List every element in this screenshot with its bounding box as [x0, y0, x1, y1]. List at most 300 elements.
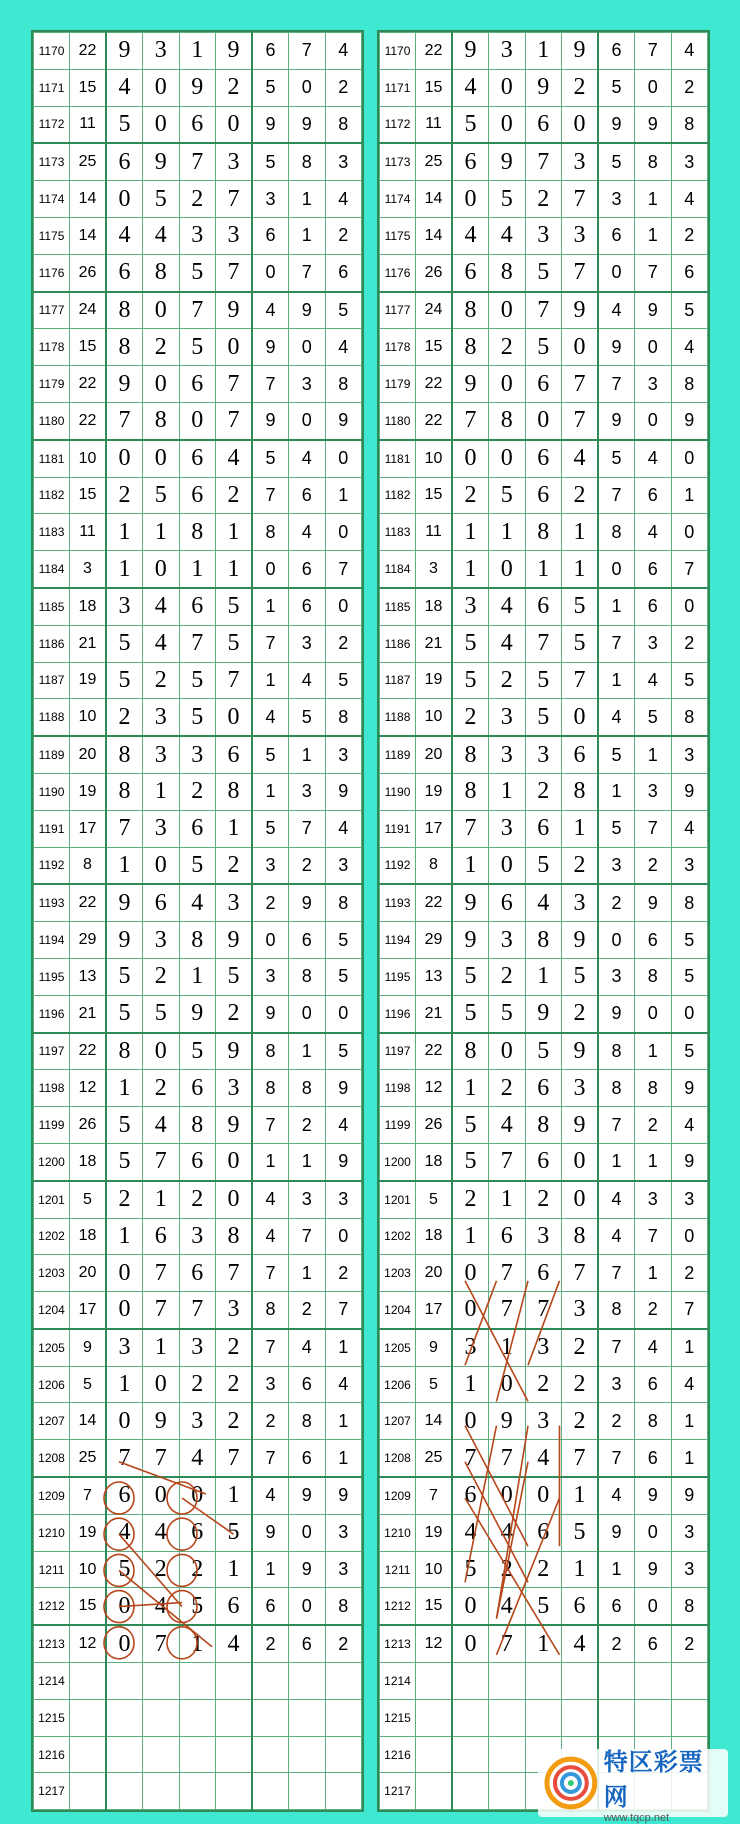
issue-number: 1215	[34, 1699, 70, 1736]
main-digit	[179, 1773, 216, 1810]
table-row	[34, 736, 362, 773]
sum-value: 13	[416, 958, 453, 995]
extra-digit: 8	[598, 1292, 635, 1329]
sum-value: 18	[416, 1143, 453, 1180]
main-digit: 5	[525, 254, 562, 291]
extra-digit: 3	[289, 366, 326, 403]
main-digit: 5	[452, 625, 489, 662]
extra-digit: 0	[252, 922, 289, 959]
issue-number: 1174	[380, 181, 416, 218]
main-digit: 7	[216, 1440, 253, 1477]
issue-number: 1192	[34, 847, 70, 884]
extra-digit: 0	[289, 69, 326, 106]
extra-digit: 2	[671, 625, 708, 662]
main-digit: 5	[525, 847, 562, 884]
extra-digit: 3	[635, 366, 672, 403]
main-digit: 1	[179, 33, 216, 70]
main-digit: 1	[106, 1366, 143, 1403]
issue-number: 1187	[380, 662, 416, 699]
extra-digit: 1	[252, 1551, 289, 1588]
main-digit: 2	[562, 477, 599, 514]
extra-digit: 7	[252, 1107, 289, 1144]
main-digit: 7	[525, 143, 562, 180]
table-row	[34, 773, 362, 810]
left-table-panel	[31, 30, 364, 1812]
main-digit: 0	[216, 1181, 253, 1218]
main-digit: 8	[525, 514, 562, 551]
extra-digit: 7	[289, 810, 326, 847]
main-digit	[143, 1663, 180, 1700]
extra-digit: 8	[325, 1588, 362, 1625]
main-digit: 2	[216, 995, 253, 1032]
table-row	[380, 1403, 708, 1440]
extra-digit: 4	[325, 329, 362, 366]
issue-number: 1174	[34, 181, 70, 218]
main-digit: 8	[106, 292, 143, 329]
main-digit: 2	[179, 1366, 216, 1403]
sum-value: 22	[70, 1033, 107, 1070]
main-digit: 5	[452, 958, 489, 995]
main-digit: 5	[452, 106, 489, 143]
extra-digit: 7	[598, 477, 635, 514]
main-digit: 8	[489, 254, 526, 291]
extra-digit: 9	[598, 995, 635, 1032]
extra-digit: 5	[252, 810, 289, 847]
sum-value: 17	[416, 810, 453, 847]
sum-value: 24	[70, 292, 107, 329]
main-digit: 0	[143, 847, 180, 884]
main-digit	[525, 1699, 562, 1736]
main-digit: 3	[143, 922, 180, 959]
sum-value	[70, 1773, 107, 1810]
extra-digit: 7	[252, 1329, 289, 1366]
sum-value: 18	[70, 588, 107, 625]
table-row	[380, 1181, 708, 1218]
issue-number: 1210	[34, 1514, 70, 1551]
extra-digit: 0	[671, 588, 708, 625]
main-digit: 8	[562, 773, 599, 810]
issue-number: 1216	[380, 1736, 416, 1773]
main-digit: 6	[525, 1514, 562, 1551]
extra-digit: 3	[252, 847, 289, 884]
table-row	[34, 588, 362, 625]
extra-digit: 8	[635, 1403, 672, 1440]
extra-digit: 9	[598, 329, 635, 366]
issue-number: 1181	[34, 440, 70, 477]
issue-number: 1206	[380, 1366, 416, 1403]
main-digit: 7	[489, 1255, 526, 1292]
extra-digit: 5	[635, 699, 672, 736]
main-digit: 3	[525, 736, 562, 773]
issue-number: 1209	[380, 1477, 416, 1514]
sum-value: 10	[416, 440, 453, 477]
main-digit: 2	[143, 1070, 180, 1107]
extra-digit: 9	[289, 292, 326, 329]
main-digit: 0	[143, 1033, 180, 1070]
extra-digit: 5	[671, 662, 708, 699]
main-digit: 2	[179, 773, 216, 810]
sum-value: 17	[70, 1292, 107, 1329]
table-row	[34, 1107, 362, 1144]
logo-url: www.tqcp.net	[603, 1812, 670, 1824]
main-digit: 8	[179, 922, 216, 959]
main-digit: 3	[452, 588, 489, 625]
main-digit: 0	[489, 106, 526, 143]
main-digit: 8	[143, 402, 180, 439]
main-digit: 5	[106, 1143, 143, 1180]
extra-digit: 6	[635, 1440, 672, 1477]
sum-value: 15	[416, 1588, 453, 1625]
main-digit: 1	[106, 1218, 143, 1255]
sum-value: 15	[416, 477, 453, 514]
main-digit: 3	[179, 1329, 216, 1366]
sum-value: 5	[416, 1366, 453, 1403]
extra-digit: 9	[671, 1070, 708, 1107]
sum-value: 14	[70, 1403, 107, 1440]
extra-digit: 0	[598, 922, 635, 959]
main-digit: 9	[106, 922, 143, 959]
main-digit: 0	[489, 847, 526, 884]
logo-title: 特区彩票网	[603, 1749, 704, 1811]
issue-number: 1200	[380, 1143, 416, 1180]
sum-value: 21	[70, 625, 107, 662]
main-digit: 4	[489, 1514, 526, 1551]
extra-digit: 8	[671, 1588, 708, 1625]
main-digit: 0	[452, 181, 489, 218]
extra-digit: 4	[671, 810, 708, 847]
extra-digit: 8	[671, 699, 708, 736]
main-digit: 5	[179, 254, 216, 291]
main-digit: 9	[216, 292, 253, 329]
main-digit: 7	[216, 254, 253, 291]
main-digit: 2	[489, 958, 526, 995]
main-digit: 8	[216, 1218, 253, 1255]
sum-value: 10	[70, 440, 107, 477]
extra-digit: 5	[671, 958, 708, 995]
main-digit: 0	[489, 1033, 526, 1070]
extra-digit: 4	[671, 181, 708, 218]
extra-digit: 4	[252, 699, 289, 736]
extra-digit: 2	[598, 1403, 635, 1440]
extra-digit: 9	[671, 1143, 708, 1180]
extra-digit: 1	[289, 1143, 326, 1180]
extra-digit: 6	[289, 1625, 326, 1662]
main-digit: 0	[489, 69, 526, 106]
table-row	[380, 366, 708, 403]
table-row	[34, 1070, 362, 1107]
extra-digit: 0	[671, 514, 708, 551]
extra-digit: 2	[635, 847, 672, 884]
main-digit: 6	[525, 477, 562, 514]
main-digit: 8	[106, 329, 143, 366]
sum-value: 22	[70, 402, 107, 439]
extra-digit: 3	[598, 1366, 635, 1403]
sum-value: 14	[70, 181, 107, 218]
main-digit: 9	[452, 922, 489, 959]
issue-number: 1201	[34, 1181, 70, 1218]
table-row	[34, 514, 362, 551]
extra-digit	[289, 1699, 326, 1736]
main-digit: 5	[562, 588, 599, 625]
main-digit: 1	[143, 773, 180, 810]
extra-digit: 3	[598, 181, 635, 218]
main-digit: 6	[452, 254, 489, 291]
main-digit: 8	[106, 773, 143, 810]
issue-number: 1207	[380, 1403, 416, 1440]
main-digit: 2	[562, 1366, 599, 1403]
right-number-table	[379, 32, 708, 1810]
main-digit: 0	[489, 366, 526, 403]
extra-digit: 2	[325, 625, 362, 662]
table-row	[34, 662, 362, 699]
main-digit: 7	[143, 1143, 180, 1180]
extra-digit: 6	[289, 1440, 326, 1477]
extra-digit: 2	[598, 884, 635, 921]
main-digit: 2	[562, 1403, 599, 1440]
issue-number: 1211	[380, 1551, 416, 1588]
extra-digit: 8	[252, 1292, 289, 1329]
extra-digit: 9	[252, 106, 289, 143]
issue-number: 1182	[34, 477, 70, 514]
extra-digit: 1	[325, 1440, 362, 1477]
main-digit: 1	[489, 773, 526, 810]
main-digit: 8	[179, 1107, 216, 1144]
main-digit: 4	[106, 217, 143, 254]
main-digit: 5	[106, 1107, 143, 1144]
extra-digit: 7	[252, 366, 289, 403]
main-digit: 0	[143, 292, 180, 329]
main-digit: 0	[525, 1477, 562, 1514]
extra-digit: 7	[671, 551, 708, 588]
main-digit: 3	[525, 1329, 562, 1366]
extra-digit: 4	[635, 662, 672, 699]
main-digit	[179, 1736, 216, 1773]
main-digit: 1	[179, 551, 216, 588]
extra-digit: 6	[289, 588, 326, 625]
main-digit: 7	[562, 181, 599, 218]
sum-value: 29	[70, 922, 107, 959]
extra-digit: 0	[289, 329, 326, 366]
issue-number: 1215	[380, 1699, 416, 1736]
table-row	[34, 625, 362, 662]
main-digit: 0	[562, 1181, 599, 1218]
issue-number: 1198	[380, 1070, 416, 1107]
extra-digit: 4	[325, 1366, 362, 1403]
extra-digit: 1	[289, 1033, 326, 1070]
main-digit: 1	[106, 847, 143, 884]
issue-number: 1192	[380, 847, 416, 884]
issue-number: 1212	[34, 1588, 70, 1625]
extra-digit: 6	[635, 922, 672, 959]
issue-number: 1212	[380, 1588, 416, 1625]
main-digit: 5	[525, 1033, 562, 1070]
main-digit: 7	[179, 143, 216, 180]
table-row	[380, 958, 708, 995]
sum-value: 22	[416, 366, 453, 403]
extra-digit: 9	[289, 1477, 326, 1514]
main-digit: 8	[143, 254, 180, 291]
main-digit: 0	[143, 1477, 180, 1514]
extra-digit: 3	[598, 847, 635, 884]
sum-value: 26	[70, 254, 107, 291]
main-digit: 1	[106, 551, 143, 588]
issue-number: 1180	[34, 402, 70, 439]
main-digit: 2	[179, 1181, 216, 1218]
main-digit: 2	[179, 181, 216, 218]
main-digit: 0	[452, 1588, 489, 1625]
sum-value	[416, 1699, 453, 1736]
sum-value: 25	[70, 1440, 107, 1477]
issue-number: 1201	[380, 1181, 416, 1218]
main-digit	[216, 1663, 253, 1700]
issue-number: 1188	[380, 699, 416, 736]
extra-digit	[325, 1773, 362, 1810]
table-row	[380, 1625, 708, 1662]
main-digit: 0	[489, 1477, 526, 1514]
main-digit: 6	[179, 440, 216, 477]
main-digit: 6	[525, 588, 562, 625]
issue-number: 1197	[380, 1033, 416, 1070]
extra-digit: 8	[598, 514, 635, 551]
main-digit: 9	[562, 1107, 599, 1144]
extra-digit: 8	[289, 958, 326, 995]
extra-digit	[671, 1699, 708, 1736]
table-row	[380, 181, 708, 218]
extra-digit: 1	[252, 773, 289, 810]
extra-digit: 8	[671, 366, 708, 403]
main-digit: 5	[106, 662, 143, 699]
extra-digit: 2	[325, 217, 362, 254]
main-digit: 4	[525, 1440, 562, 1477]
main-digit: 9	[106, 366, 143, 403]
extra-digit: 6	[252, 217, 289, 254]
main-digit	[143, 1736, 180, 1773]
extra-digit: 9	[289, 1551, 326, 1588]
main-digit: 7	[562, 402, 599, 439]
table-row	[380, 106, 708, 143]
extra-digit: 1	[635, 1255, 672, 1292]
main-digit: 1	[216, 1551, 253, 1588]
table-row	[34, 1477, 362, 1514]
extra-digit: 0	[635, 402, 672, 439]
main-digit: 7	[525, 625, 562, 662]
table-row	[34, 958, 362, 995]
table-row	[380, 810, 708, 847]
table-row	[380, 1366, 708, 1403]
main-digit: 4	[489, 588, 526, 625]
extra-digit: 9	[252, 402, 289, 439]
extra-digit: 1	[252, 662, 289, 699]
main-digit: 4	[106, 1514, 143, 1551]
main-digit: 4	[143, 1107, 180, 1144]
main-digit: 1	[179, 958, 216, 995]
issue-number: 1188	[34, 699, 70, 736]
main-digit: 4	[179, 1440, 216, 1477]
main-digit: 1	[143, 1329, 180, 1366]
extra-digit: 4	[289, 440, 326, 477]
main-digit: 5	[216, 625, 253, 662]
extra-digit: 7	[598, 1440, 635, 1477]
issue-number: 1175	[380, 217, 416, 254]
issue-number: 1204	[380, 1292, 416, 1329]
extra-digit: 4	[289, 514, 326, 551]
issue-number: 1203	[380, 1255, 416, 1292]
main-digit: 2	[562, 69, 599, 106]
main-digit: 9	[452, 366, 489, 403]
main-digit: 8	[216, 773, 253, 810]
main-digit: 1	[562, 1551, 599, 1588]
extra-digit: 2	[671, 69, 708, 106]
issue-number: 1186	[380, 625, 416, 662]
issue-number: 1214	[34, 1663, 70, 1700]
main-digit: 4	[525, 884, 562, 921]
extra-digit: 1	[635, 1143, 672, 1180]
main-digit: 2	[562, 1329, 599, 1366]
extra-digit: 2	[671, 1625, 708, 1662]
extra-digit: 9	[635, 884, 672, 921]
main-digit: 2	[525, 181, 562, 218]
main-digit: 4	[143, 217, 180, 254]
sum-value: 19	[70, 773, 107, 810]
issue-number: 1176	[380, 254, 416, 291]
main-digit: 7	[143, 1255, 180, 1292]
main-digit: 5	[452, 995, 489, 1032]
main-digit: 3	[562, 1070, 599, 1107]
table-row	[380, 1699, 708, 1736]
main-digit: 3	[489, 810, 526, 847]
issue-number: 1208	[380, 1440, 416, 1477]
main-digit: 4	[216, 440, 253, 477]
main-digit: 3	[179, 1403, 216, 1440]
extra-digit: 0	[325, 1218, 362, 1255]
logo-swirl-icon	[544, 1756, 598, 1810]
issue-number: 1177	[34, 292, 70, 329]
main-digit: 3	[489, 33, 526, 70]
main-digit: 1	[216, 551, 253, 588]
main-digit: 4	[216, 1625, 253, 1662]
extra-digit: 9	[598, 402, 635, 439]
extra-digit: 3	[671, 847, 708, 884]
main-digit: 2	[525, 1181, 562, 1218]
extra-digit: 4	[598, 292, 635, 329]
sum-value: 18	[70, 1143, 107, 1180]
extra-digit: 7	[252, 1440, 289, 1477]
main-digit: 5	[452, 1551, 489, 1588]
main-digit: 0	[106, 1292, 143, 1329]
extra-digit: 0	[671, 440, 708, 477]
sum-value: 7	[70, 1477, 107, 1514]
table-row	[34, 1218, 362, 1255]
main-digit: 5	[106, 625, 143, 662]
main-digit: 3	[143, 810, 180, 847]
main-digit: 2	[179, 1551, 216, 1588]
extra-digit	[635, 1699, 672, 1736]
issue-number: 1189	[380, 736, 416, 773]
table-row	[34, 292, 362, 329]
main-digit	[562, 1699, 599, 1736]
extra-digit: 7	[635, 254, 672, 291]
extra-digit	[252, 1699, 289, 1736]
sum-value: 12	[416, 1070, 453, 1107]
main-digit: 1	[216, 810, 253, 847]
extra-digit: 7	[325, 551, 362, 588]
left-number-table	[33, 32, 362, 1810]
extra-digit: 0	[289, 402, 326, 439]
main-digit: 0	[452, 1403, 489, 1440]
table-row	[34, 106, 362, 143]
extra-digit: 3	[325, 847, 362, 884]
extra-digit: 5	[252, 143, 289, 180]
